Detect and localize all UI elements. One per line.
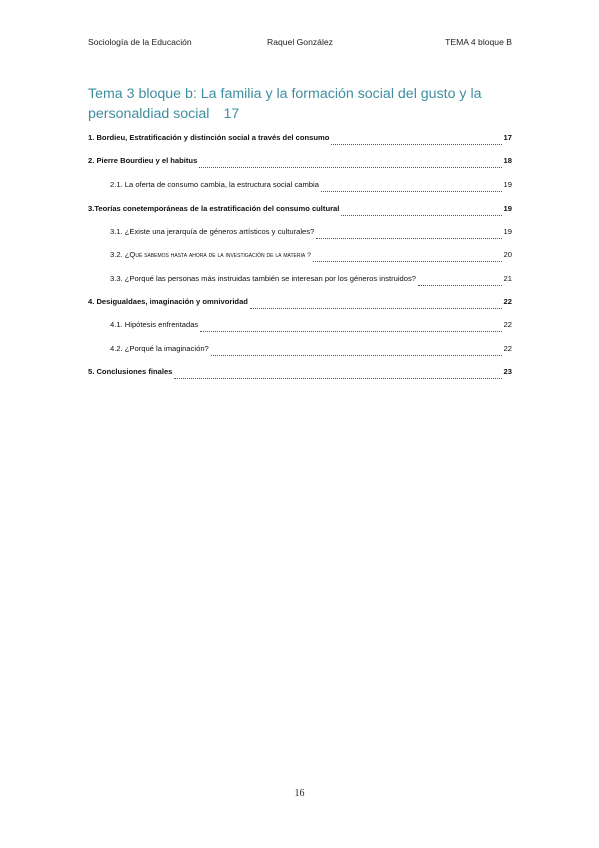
toc-entry-3[interactable] xyxy=(88,204,512,216)
header-topic: TEMA 4 bloque B xyxy=(445,37,512,47)
toc-title-page: 17 xyxy=(223,106,240,122)
header-author: Raquel González xyxy=(267,37,333,47)
toc-entry-text: 4. Desigualdaes, imaginación y omnivoridad xyxy=(88,297,248,306)
toc-entry-text: 1. Bordieu, Estratificación y distinción social a través del consumo xyxy=(88,133,330,142)
page-header xyxy=(88,37,512,51)
toc-entry-text: 2.1. La oferta de consumo cambia, la estructura social cambia xyxy=(110,180,319,189)
toc-entry-4-1[interactable] xyxy=(110,320,512,332)
toc-leader-dots xyxy=(316,231,501,239)
toc-entry-1[interactable] xyxy=(88,133,512,145)
toc-entry-text: 5. Conclusiones finales xyxy=(88,367,173,376)
toc-leader-dots xyxy=(331,137,501,145)
toc-entry-text-smallcaps: ué sabemos hasta ahora de la investigación de la materia ? xyxy=(135,252,311,259)
toc-entry-text: 3.3. ¿Porqué las personas más instruidas también se interesan por los géneros instruidos? xyxy=(110,274,417,283)
toc-entry-page: 20 xyxy=(503,250,512,259)
toc-entry-page: 22 xyxy=(503,320,512,329)
toc-entry-text: 4.1. Hipótesis enfrentadas xyxy=(110,320,199,329)
toc-entry-3-2[interactable] xyxy=(110,250,512,262)
toc-leader-dots xyxy=(211,348,502,356)
toc-entry-4[interactable] xyxy=(88,297,512,309)
toc-leader-dots xyxy=(250,301,502,309)
toc-entry-page: 22 xyxy=(503,344,512,353)
toc-entry-4-2[interactable] xyxy=(110,344,512,356)
page-number: 16 xyxy=(294,788,305,799)
toc-entry-page: 19 xyxy=(503,180,512,189)
header-course: Sociología de la Educación xyxy=(88,37,192,47)
toc-leader-dots xyxy=(174,371,501,379)
toc-entry-text: 3.1. ¿Existe una jerarquía de géneros artísticos y culturales? xyxy=(110,227,315,236)
toc-entry-page: 19 xyxy=(503,227,512,236)
toc-entry-text: 4.2. ¿Porqué la imaginación? xyxy=(110,344,209,353)
toc-leader-dots xyxy=(341,208,501,216)
toc-entry-page: 21 xyxy=(503,274,512,283)
toc-leader-dots xyxy=(418,278,502,286)
toc-entry-text-prefix: 3.2. ¿Q xyxy=(110,250,136,259)
toc-entry-2-1[interactable] xyxy=(110,180,512,192)
toc-leader-dots xyxy=(321,184,502,192)
toc-entry-page: 19 xyxy=(503,204,512,213)
toc-entry-page: 17 xyxy=(503,133,512,142)
toc-entry-text: 3.Teorías conetemporáneas de la estratificación del consumo cultural xyxy=(88,204,340,213)
toc-entry-3-1[interactable] xyxy=(110,227,512,239)
toc-entry-page: 22 xyxy=(503,297,512,306)
toc-entry-3-3[interactable] xyxy=(110,274,512,286)
toc-entry-5[interactable] xyxy=(88,367,512,379)
toc-entry-text xyxy=(110,250,311,259)
toc-leader-dots xyxy=(313,254,502,262)
toc-entry-page: 18 xyxy=(503,156,512,165)
toc-entry-2[interactable] xyxy=(88,156,512,168)
toc-entry-text: 2. Pierre Bourdieu y el habitus xyxy=(88,156,198,165)
toc-entry-page: 23 xyxy=(503,367,512,376)
toc-title-text: Tema 3 bloque b: La familia y la formación social del gusto y la personaldiad social xyxy=(88,86,482,122)
toc-leader-dots xyxy=(199,160,501,168)
toc-title[interactable] xyxy=(88,84,512,124)
toc-leader-dots xyxy=(200,324,501,332)
